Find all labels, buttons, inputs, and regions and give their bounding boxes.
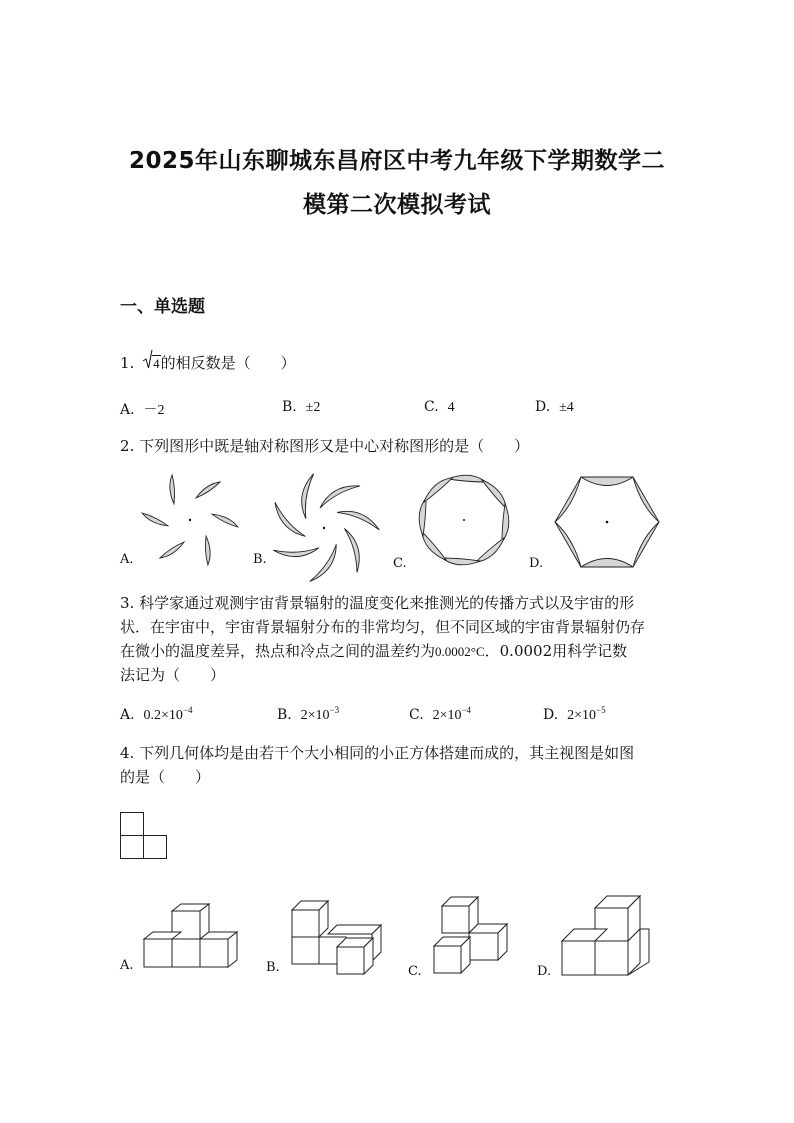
page-title-line2: 模第二次模拟考试 — [303, 192, 491, 218]
question-4-line1: 4. 下列几何体均是由若干个大小相同的小正方体搭建而成的，其主视图是如图 — [120, 744, 635, 762]
q4-figure-d — [558, 894, 654, 978]
radical-sign-icon — [143, 349, 152, 369]
q2-label-c: C. — [393, 556, 407, 571]
question-2-text: 2. 下列图形中既是轴对称图形又是中心对称图形的是（ ） — [120, 437, 530, 455]
q1-option-a: A. －2 — [120, 402, 165, 418]
question-3-line1: 3. 科学家通过观测宇宙背景辐射的温度变化来推测光的传播方式以及宇宙的形 — [120, 594, 635, 612]
q2-label-d: D. — [529, 556, 544, 571]
question-3-line3: 在微小的温度差异，热点和冷点之间的温差约为0.0002°C．0.0002用科学记数 — [120, 642, 628, 660]
q3-option-a: A. $0.2\times 10^{-4}$ — [120, 705, 193, 723]
q1-option-c: C. 4 — [424, 399, 455, 415]
question-4-line2: 的是（ ） — [120, 768, 211, 786]
q4-figure-c — [430, 894, 516, 980]
page-title-line1: 2025年山东聊城东昌府区中考九年级下学期数学二 — [128, 148, 665, 174]
q1-option-d: D. ±4 — [535, 399, 574, 415]
question-1 — [120, 350, 296, 377]
q2-figure-c — [414, 470, 514, 570]
q4-figure-b — [288, 898, 384, 976]
question-3-line4: 法记为（ ） — [120, 666, 226, 684]
q3-option-c: C. $2\times 10^{-4}$ — [409, 705, 472, 723]
front-view-figure — [120, 812, 170, 862]
q2-figure-d — [552, 472, 662, 572]
q2-label-b: B. — [253, 552, 267, 567]
radicand: 4 — [153, 356, 160, 371]
q1-option-b: B. ±2 — [282, 399, 321, 415]
q2-label-a: A. — [120, 552, 134, 567]
q4-label-b: B. — [266, 960, 280, 975]
sqrt-expression — [143, 351, 161, 377]
q3-option-d: D. $2\times 10^{-5}$ — [543, 705, 606, 723]
q2-figure-b — [272, 474, 380, 566]
q4-figure-a — [140, 900, 240, 972]
q4-label-c: C. — [408, 964, 422, 979]
section-heading: 一、单选题 — [120, 297, 205, 317]
q2-figure-a — [140, 472, 240, 567]
q3-option-b: B. $2\times 10^{-3}$ — [277, 705, 340, 723]
question-3-line2: 状．在宇宙中，宇宙背景辐射分布的非常均匀，但不同区域的宇宙背景辐射仍存 — [120, 618, 646, 636]
question-1-number: 1. — [120, 354, 135, 372]
question-1-text: 的相反数是（ ） — [160, 354, 296, 372]
q4-label-a: A. — [120, 958, 134, 973]
q4-label-d: D. — [537, 964, 552, 979]
